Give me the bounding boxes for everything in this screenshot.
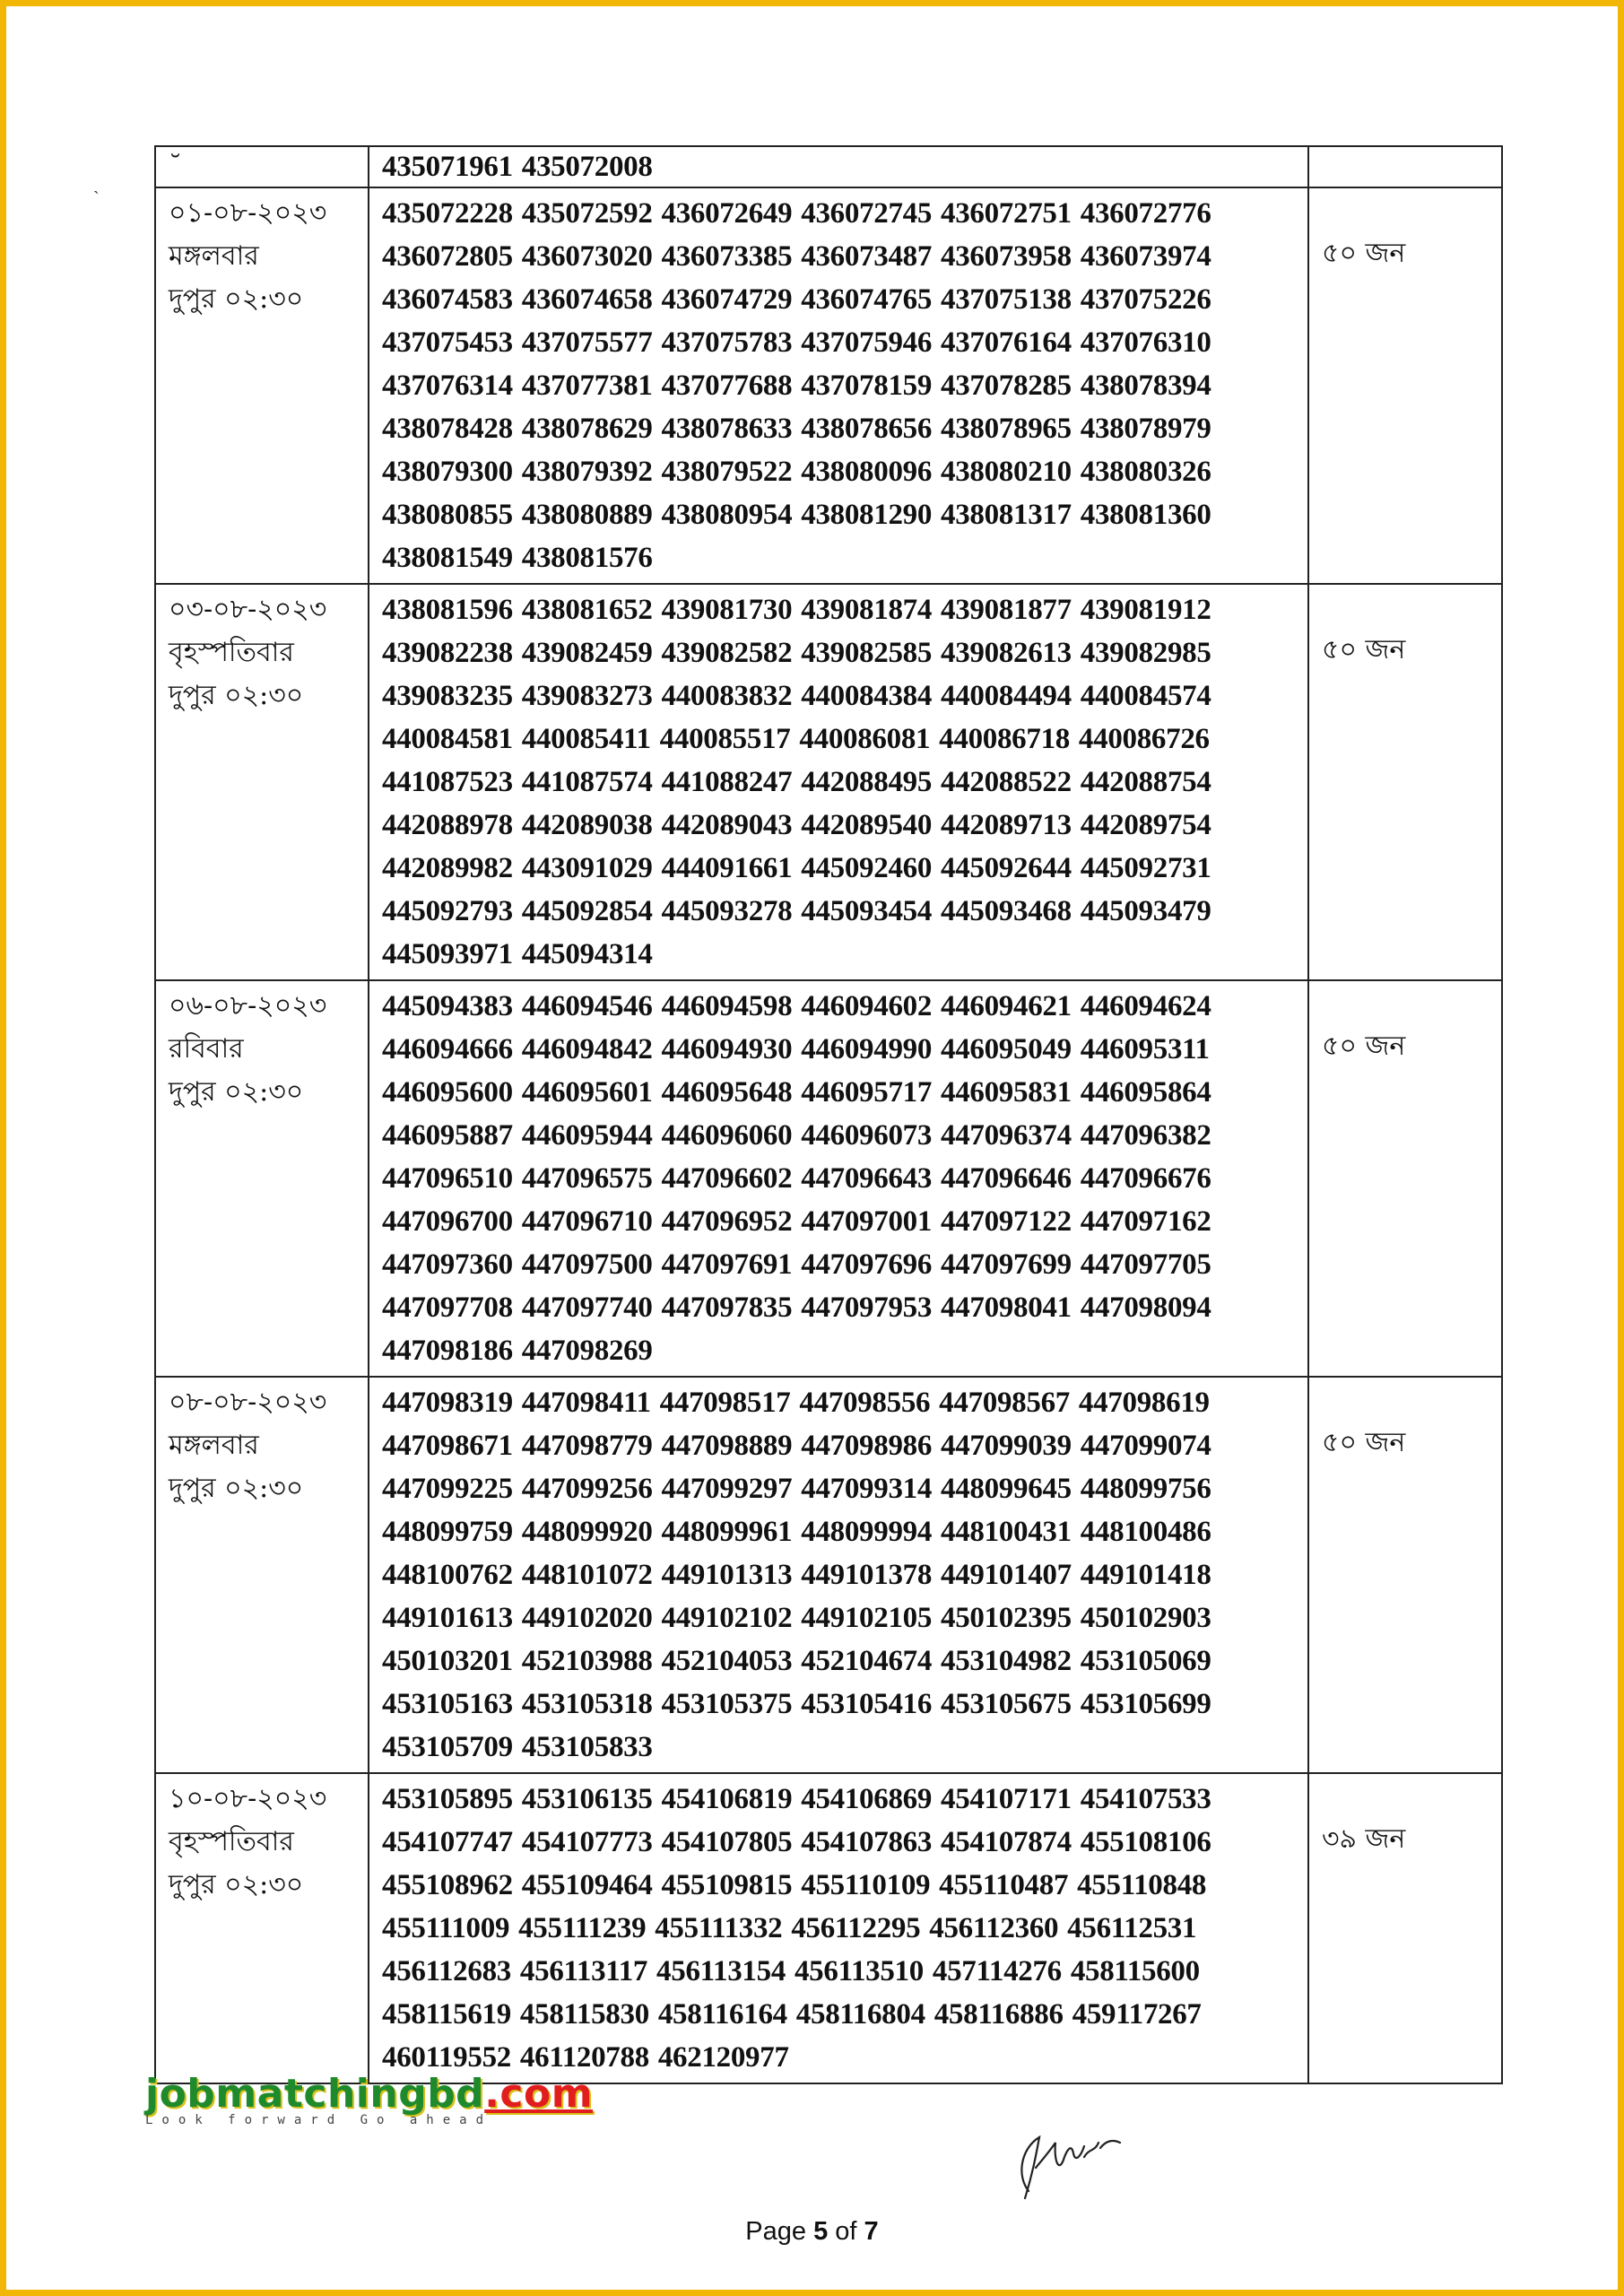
stray-mark: `	[93, 188, 100, 208]
exam-day: মঙ্গলবার	[169, 240, 259, 272]
exam-day: রবিবার	[169, 1033, 244, 1065]
exam-day: মঙ্গলবার	[169, 1430, 259, 1461]
exam-date: ১০-০৮-২০২৩	[169, 1783, 327, 1814]
logo-name: jobmatchingbd	[145, 2071, 485, 2117]
date-cell	[155, 187, 369, 584]
site-logo	[145, 2071, 594, 2127]
count-cell	[1308, 584, 1502, 980]
signature-icon	[1009, 2121, 1125, 2202]
table-row	[155, 187, 1502, 584]
exam-time: দুপুর ০২:৩০	[169, 283, 304, 315]
exam-date: ০১-০৮-২০২৩	[169, 197, 327, 229]
table-row	[155, 1377, 1502, 1773]
document-page	[6, 6, 1618, 2290]
page-current: 5	[813, 2217, 829, 2246]
date-cell	[155, 980, 369, 1377]
roll-numbers-cell: 438081596 438081652 439081730 439081874 439081877 439081912 439082238 439082459 439082582 439082585 439082613 439082985 439083235 439083273 440083832 440084384 440084494 440084574 440084581 440085411 440085517 440086081 440086718 440086726 441087523 441087574 441088247 442088495 442088522 442088754 442088978 442089038 442089043 442089540 442089713 442089754 442089982 443091029 444091661 445092460 445092644 445092731 445092793 445092854 445093278 445093454 445093468 445093479 445093971 445094314	[369, 584, 1308, 980]
date-cell	[155, 1377, 369, 1773]
exam-date: ০৩-০৮-২০২৩	[169, 594, 327, 625]
table-row	[155, 1773, 1502, 2083]
exam-time: দুপুর ০২:৩০	[169, 680, 304, 711]
logo-suffix: .com	[484, 2071, 594, 2117]
page-total: 7	[864, 2217, 879, 2246]
exam-time: দুপুর ০২:৩০	[169, 1473, 304, 1504]
table-row-continued	[155, 146, 1502, 187]
count-cell	[1308, 980, 1502, 1377]
roll-numbers-cell: 445094383 446094546 446094598 446094602 446094621 446094624 446094666 446094842 446094930 446094990 446095049 446095311 446095600 446095601 446095648 446095717 446095831 446095864 446095887 446095944 446096060 446096073 447096374 447096382 447096510 447096575 447096602 447096643 447096646 447096676 447096700 447096710 447096952 447097001 447097122 447097162 447097360 447097500 447097691 447097696 447097699 447097705 447097708 447097740 447097835 447097953 447098041 447098094 447098186 447098269	[369, 980, 1308, 1377]
date-cell	[155, 1773, 369, 2083]
roll-numbers-cell: 453105895 453106135 454106819 454106869 454107171 454107533 454107747 454107773 454107805 454107863 454107874 455108106 455108962 455109464 455109815 455110109 455110487 455110848 455111009 455111239 455111332 456112295 456112360 456112531 456112683 456113117 456113154 456113510 457114276 458115600 458115619 458115830 458116164 458116804 458116886 459117267 460119552 461120788 462120977	[369, 1773, 1308, 2083]
exam-date: ০৮-০৮-২০২৩	[169, 1387, 327, 1418]
logo-wordmark	[145, 2071, 594, 2117]
table-row	[155, 584, 1502, 980]
roll-schedule-table	[154, 145, 1503, 2084]
count-cell	[1308, 187, 1502, 584]
roll-numbers-cell: 447098319 447098411 447098517 447098556 447098567 447098619 447098671 447098779 447098889 447098986 447099039 447099074 447099225 447099256 447099297 447099314 448099645 448099756 448099759 448099920 448099961 448099994 448100431 448100486 448100762 448101072 449101313 449101378 449101407 449101418 449101613 449102020 449102102 449102105 450102395 450102903 450103201 452103988 452104053 452104674 453104982 453105069 453105163 453105318 453105375 453105416 453105675 453105699 453105709 453105833	[369, 1377, 1308, 1773]
logo-tagline: Look forward Go ahead	[145, 2113, 493, 2127]
roll-numbers-cell: 435072228 435072592 436072649 436072745 436072751 436072776 436072805 436073020 436073385 436073487 436073958 436073974 436074583 436074658 436074729 436074765 437075138 437075226 437075453 437075577 437075783 437075946 437076164 437076310 437076314 437077381 437077688 437078159 437078285 438078394 438078428 438078629 438078633 438078656 438078965 438078979 438079300 438079392 438079522 438080096 438080210 438080326 438080855 438080889 438080954 438081290 438081317 438081360 438081549 438081576	[369, 187, 1308, 584]
candidate-count: ৩৯ জন	[1322, 1823, 1406, 1855]
row-marker: ˘	[169, 151, 182, 182]
exam-time: দুপুর ০২:৩০	[169, 1076, 304, 1108]
date-cell	[155, 146, 369, 187]
table-row	[155, 980, 1502, 1377]
exam-date: ০৬-০৮-২০২৩	[169, 990, 327, 1022]
count-cell	[1308, 1377, 1502, 1773]
date-cell	[155, 584, 369, 980]
count-cell	[1308, 146, 1502, 187]
candidate-count: ৫০ জন	[1322, 238, 1406, 269]
exam-day: বৃহস্পতিবার	[169, 1826, 294, 1857]
count-cell	[1308, 1773, 1502, 2083]
page-label: Page	[745, 2217, 807, 2246]
candidate-count: ৫০ জন	[1322, 1031, 1406, 1062]
page-number	[6, 2217, 1618, 2247]
page-of: of	[835, 2217, 857, 2246]
exam-time: দুপুর ০২:৩০	[169, 1869, 304, 1900]
exam-day: বৃহস্পতিবার	[169, 637, 294, 668]
candidate-count: ৫০ জন	[1322, 1427, 1406, 1458]
roll-numbers-cell: 435071961 435072008	[369, 146, 1308, 187]
candidate-count: ৫০ জন	[1322, 634, 1406, 665]
